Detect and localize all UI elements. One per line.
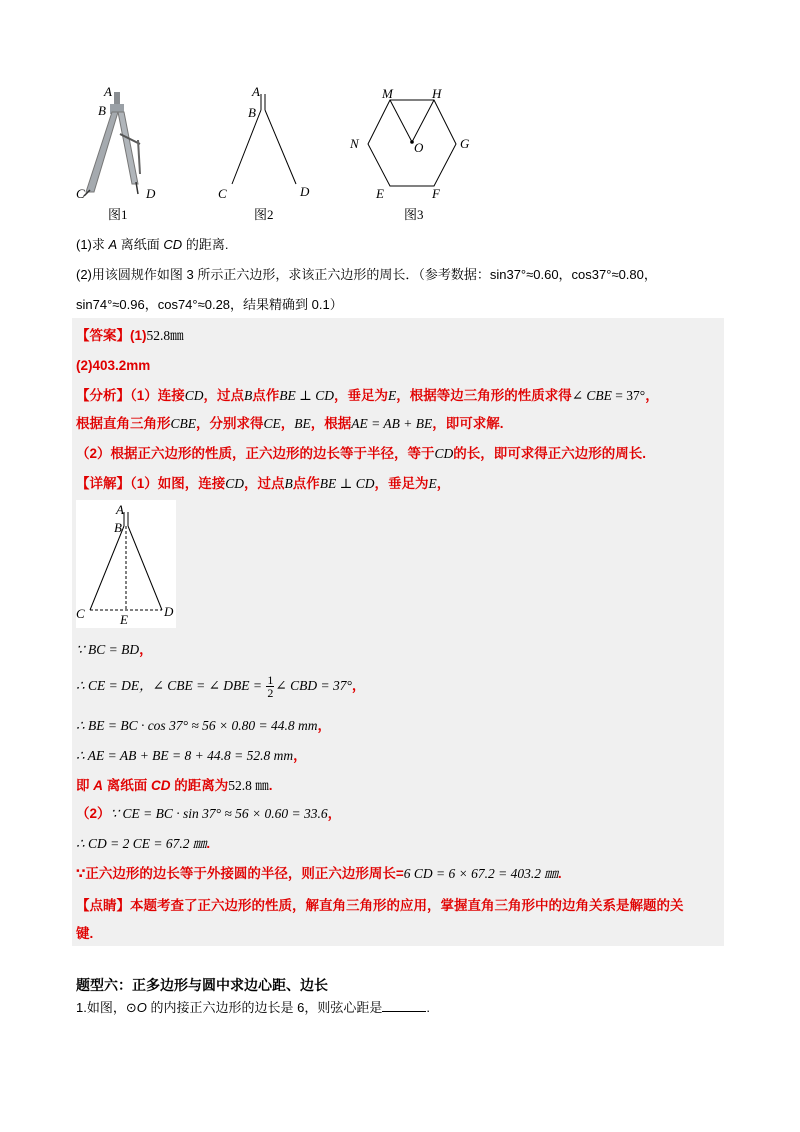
nq1-a: 1.如图，⊙ <box>76 1000 137 1015</box>
analysis-line-1 <box>76 386 659 406</box>
fig2-label-d: D <box>300 184 310 199</box>
fraction-numerator: 1 <box>267 673 274 687</box>
fig4-label-c: C <box>76 606 85 621</box>
step-1-end: ， <box>139 642 153 657</box>
review-text-1: 本题考查了正六边形的性质，解直角三角形的应用，掌握直角三角形中的边角关系是解题的关 <box>130 898 684 913</box>
analysis-l2-c: ，分别求得 <box>196 416 264 431</box>
answer-1-unit: ㎜ <box>170 328 184 343</box>
step-8-c: . <box>557 866 562 881</box>
triangle-figure <box>76 500 176 628</box>
step-2-a: ∴ CE = DE <box>76 678 140 694</box>
step-5-e: 的距离为 <box>170 778 229 793</box>
step-3-end: ， <box>317 718 331 733</box>
answer-1-value: 52.8 <box>146 328 171 343</box>
detail-l1-g: ，垂足为 <box>374 476 429 491</box>
review-tag: 【点睛】 <box>76 898 130 913</box>
fig4-label-b: B <box>114 520 122 535</box>
detail-l1-f: BE ⊥ CD <box>319 476 375 491</box>
question-2-line-2: sin74°≈0.96，cos74°≈0.28，结果精确到 0.1） <box>76 297 343 312</box>
analysis-l3-c: 的长，即可求得正六边形的周长. <box>453 446 647 461</box>
q1-var-a: A <box>108 237 118 252</box>
q1-var-cd: CD <box>163 237 183 252</box>
analysis-l2-i: ，即可求解. <box>432 416 504 431</box>
analysis-l2-e: ， <box>280 416 295 431</box>
step-8-a: ∵正六边形的边长等于外接圆的半径，则正六边形周长= <box>76 866 404 881</box>
step-7 <box>76 834 210 854</box>
fig1-label-d: D <box>146 186 156 201</box>
detail-l1-a: （1）如图，连接 <box>130 476 226 491</box>
step-1 <box>76 640 153 660</box>
analysis-tag: 【分析】 <box>76 388 130 403</box>
analysis-l1-b: CD <box>184 388 204 403</box>
analysis-l3-a: （2）根据正六边形的性质，正六边形的边长等于半径，等于 <box>76 446 435 461</box>
nq1-c: 的内接正六边形的边长是 6，则弦心距是 <box>146 1000 383 1015</box>
fig3-label-e: E <box>376 186 384 201</box>
fraction-denominator: 2 <box>267 686 274 700</box>
analysis-l1-d: B <box>244 388 253 403</box>
analysis-l3-b: CD <box>434 446 454 461</box>
fig2-label-b: B <box>248 105 256 120</box>
fig3-label-f: F <box>432 186 440 201</box>
detail-tag: 【详解】 <box>76 476 130 491</box>
fig3-label-h: H <box>432 86 442 101</box>
detail-l1-b: CD <box>225 476 245 491</box>
fig3-caption: 图3 <box>404 207 424 222</box>
step-7-end: . <box>206 836 211 851</box>
step-4-math: ∴ AE = AB + BE = 8 + 44.8 = 52.8 mm <box>76 748 294 763</box>
fig2-label-a: A <box>252 84 260 99</box>
analysis-l1-e: 点作 <box>252 388 280 403</box>
fig1-label-b: B <box>98 103 106 118</box>
fig1-label-a: A <box>104 84 112 99</box>
analysis-l1-f: BE ⊥ CD <box>279 388 334 403</box>
step-5-f: 52.8 ㎜ <box>228 778 269 793</box>
step-1-math: ∵ BC = BD <box>76 642 140 657</box>
analysis-l1-k: = 37° <box>611 388 646 403</box>
step-6 <box>76 804 341 824</box>
q1-suffix: 的距离. <box>182 237 229 252</box>
step-5-d: CD <box>151 778 171 793</box>
step-2-c: ∠ CBD = 37° <box>275 678 352 694</box>
step-7-math: ∴ CD = 2 CE = 67.2 ㎜ <box>76 836 207 851</box>
analysis-l2-b: CBE <box>170 416 196 431</box>
analysis-l1-a: （1）连接 <box>130 388 185 403</box>
step-2-end: ， <box>351 678 366 694</box>
analysis-l1-j: ∠ CBE <box>571 388 612 403</box>
fig3-label-n: N <box>350 136 359 151</box>
step-5-c: 离纸面 <box>103 778 152 793</box>
q1-prefix: (1)求 <box>76 237 109 252</box>
half-fraction <box>266 674 274 699</box>
detail-l1-h: E <box>428 476 437 491</box>
q1-mid: 离纸面 <box>117 237 164 252</box>
fig1-label-c: C <box>76 186 85 201</box>
section-title: 题型六：正多边形与圆中求边心距、边长 <box>76 977 328 993</box>
fig4-label-a: A <box>116 502 124 517</box>
step-3-math: ∴ BE = BC · cos 37° ≈ 56 × 0.80 = 44.8 mm <box>76 718 318 733</box>
fig4-label-e: E <box>120 612 128 627</box>
detail-line-1 <box>76 474 450 494</box>
step-6-b: ∵ CE = BC · sin 37° ≈ 56 × 0.60 = 33.6 <box>110 806 328 821</box>
step-5-a: 即 <box>76 778 94 793</box>
analysis-line-3 <box>76 444 646 464</box>
step-8 <box>76 864 562 884</box>
step-2 <box>76 674 365 699</box>
step-2-b: ，∠ CBE = ∠ DBE = <box>139 678 266 694</box>
analysis-l2-h: AE = AB + BE <box>351 416 433 431</box>
step-5-g: . <box>268 778 273 793</box>
analysis-l1-c: ，过点 <box>203 388 245 403</box>
detail-l1-i: ， <box>436 476 451 491</box>
analysis-l1-h: E <box>387 388 397 403</box>
fig2-caption: 图2 <box>254 207 274 222</box>
step-8-b: 6 CD = 6 × 67.2 = 403.2 ㎜ <box>403 866 558 881</box>
answer-tag: 【答案】 <box>76 328 130 343</box>
nq1-d: . <box>426 1000 430 1015</box>
review-line-1 <box>76 896 684 916</box>
fig4-label-d: D <box>164 604 174 619</box>
question-2-line-1: (2)用该圆规作如图 3 所示正六边形，求该正六边形的周长．（参考数据：sin37°≈0.60，cos37°≈0.80， <box>76 267 657 282</box>
answer-line-1 <box>76 326 184 346</box>
analysis-l2-f: BE <box>294 416 311 431</box>
analysis-l2-d: CE <box>263 416 281 431</box>
step-4 <box>76 746 307 766</box>
step-6-c: ， <box>327 806 342 821</box>
analysis-l1-l: ， <box>645 388 659 403</box>
step-4-end: ， <box>293 748 307 763</box>
review-line-2: 键. <box>76 926 94 941</box>
next-question-1 <box>76 997 430 1016</box>
step-6-a: （2） <box>76 806 111 821</box>
fig3-label-g: G <box>460 136 470 151</box>
fig3-label-o: O <box>414 140 424 155</box>
fig3-label-m: M <box>382 86 393 101</box>
answer-blank[interactable] <box>382 999 426 1012</box>
detail-l1-d: B <box>284 476 293 491</box>
detail-l1-c: ，过点 <box>244 476 285 491</box>
fig2-label-c: C <box>218 186 227 201</box>
analysis-line-2 <box>76 414 504 434</box>
answer-1-label: (1) <box>130 328 147 343</box>
question-1 <box>76 236 228 254</box>
triangle-diagram <box>76 500 176 628</box>
answer-line-2: (2)403.2mm <box>76 358 151 373</box>
nq1-b: O <box>136 1000 147 1015</box>
analysis-l1-g: ，垂足为 <box>333 388 388 403</box>
analysis-l2-g: ，根据 <box>310 416 352 431</box>
fig1-caption: 图1 <box>108 207 128 222</box>
detail-l1-e: 点作 <box>292 476 320 491</box>
step-3 <box>76 716 331 736</box>
analysis-l1-i: ，根据等边三角形的性质求得 <box>396 388 572 403</box>
analysis-l2-a: 根据直角三角形 <box>76 416 171 431</box>
step-5-b: A <box>93 778 104 793</box>
step-5 <box>76 776 273 796</box>
